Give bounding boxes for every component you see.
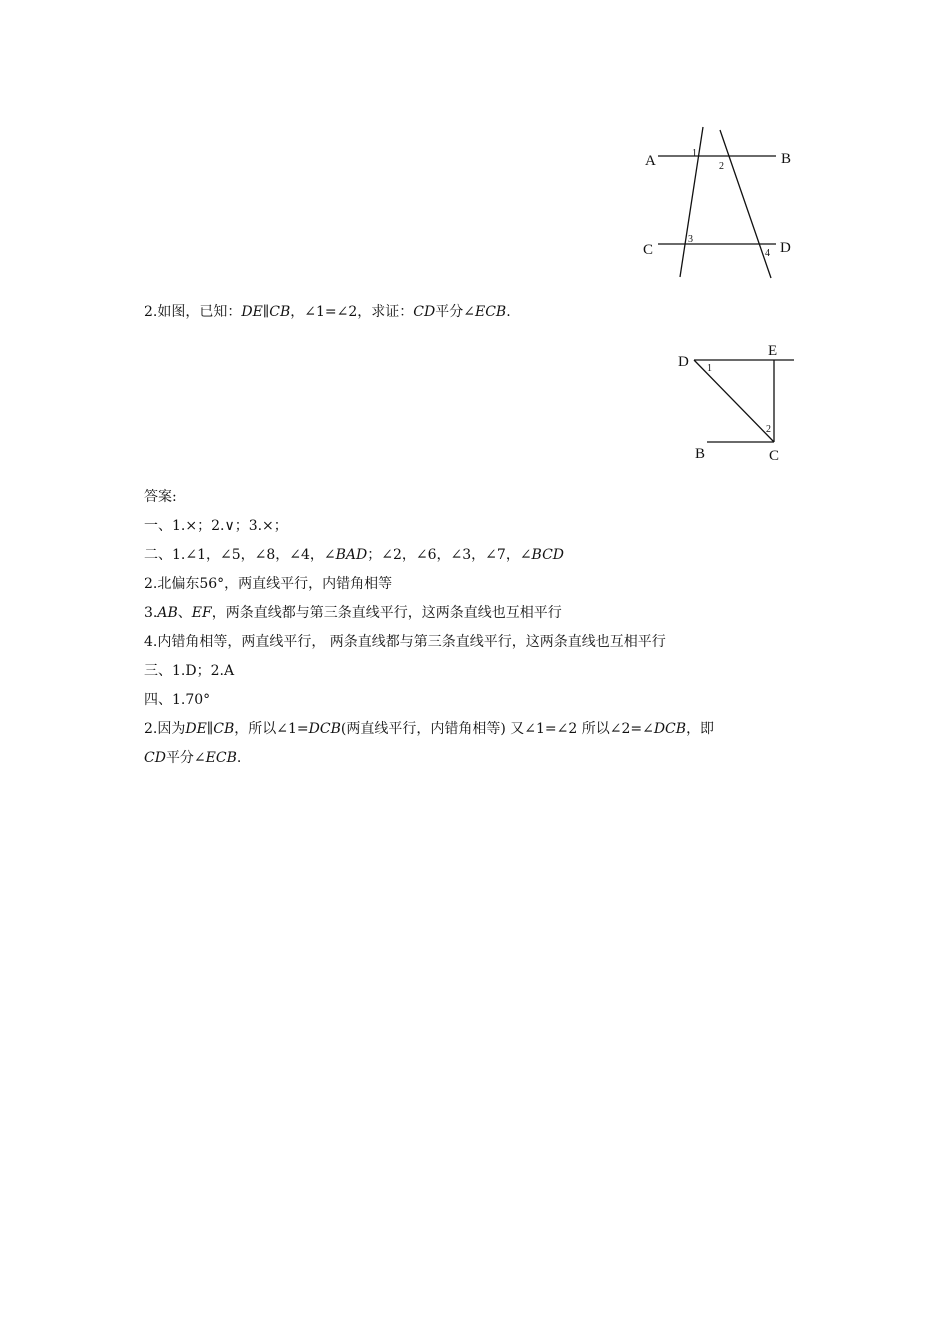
- angle-1: 1: [692, 148, 697, 159]
- line-dc: [694, 360, 774, 442]
- label-c: C: [769, 448, 780, 464]
- angle-2: 2: [719, 161, 724, 172]
- label-e: E: [768, 343, 778, 359]
- answer-section-2-item-2: 2.北偏东56°，两直线平行，内错角相等: [144, 576, 393, 592]
- answer-section-4-item-2-cont: CD平分∠ECB.: [144, 750, 242, 766]
- problem-2-statement: 2.如图，已知：DE∥CB，∠1=∠2，求证：CD平分∠ECB.: [144, 304, 511, 320]
- label-b: B: [695, 446, 706, 462]
- transversal-right: [720, 130, 771, 278]
- label-d: D: [780, 240, 791, 256]
- answer-section-4-item-1: 四、1.70°: [144, 692, 211, 708]
- label-d: D: [678, 354, 689, 370]
- label-c: C: [643, 242, 654, 258]
- answer-section-2-item-3: 3.AB、EF，两条直线都与第三条直线平行，这两条直线也互相平行: [144, 605, 562, 621]
- answer-section-1: 一、1.×；2.∨；3.×；: [144, 518, 288, 534]
- angle-1: 1: [707, 363, 712, 374]
- label-a: A: [645, 153, 656, 169]
- figure-parallel-lines: [630, 120, 810, 285]
- label-b: B: [781, 151, 792, 167]
- answer-section-2-item-4: 4.内错角相等，两直线平行， 两条直线都与第三条直线平行，这两条直线也互相平行: [144, 634, 666, 650]
- figure-angle-bisector: [670, 338, 805, 468]
- answers-heading: 答案:: [144, 489, 177, 505]
- angle-2: 2: [766, 424, 771, 435]
- answer-section-2-item-1: 二、1.∠1，∠5，∠8，∠4，∠BAD；∠2，∠6，∠3，∠7，∠BCD: [144, 547, 565, 563]
- angle-3: 3: [688, 234, 693, 245]
- angle-4: 4: [765, 248, 770, 259]
- answer-section-4-item-2: 2.因为DE∥CB，所以∠1=DCB(两直线平行，内错角相等) 又∠1=∠2 所以∠2=∠DCB，即: [144, 721, 715, 737]
- answer-section-3: 三、1.D；2.A: [144, 663, 235, 679]
